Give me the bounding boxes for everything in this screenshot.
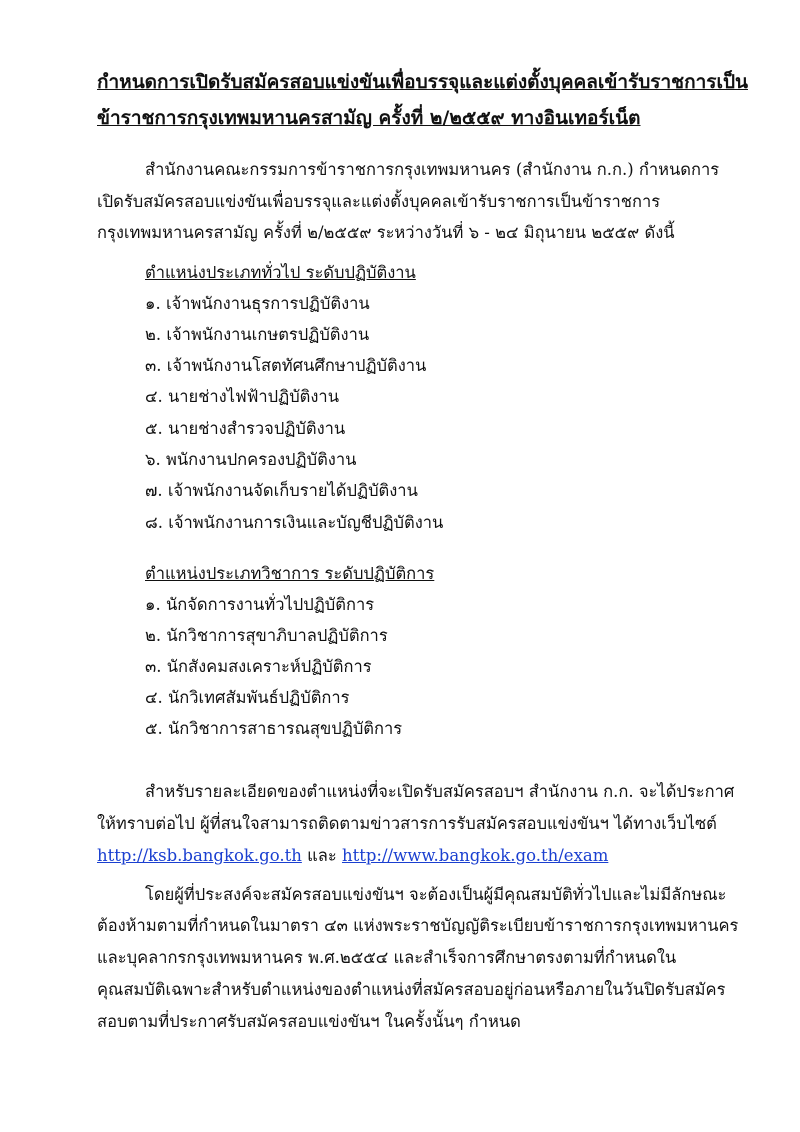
qualification-line-5: สอบตามที่ประกาศรับสมัครสอบแข่งขันฯ ในครั้งนั้นๆ กำหนด (97, 1012, 521, 1031)
bangkok-exam-link[interactable]: http://www.bangkok.go.th/exam (341, 846, 609, 865)
list-item: ๒. เจ้าพนักงานเกษตรปฏิบัติงาน (145, 325, 370, 344)
section-academic-heading: ตำแหน่งประเภทวิชาการ ระดับปฏิบัติการ (145, 564, 435, 583)
intro-line-1: สำนักงานคณะกรรมการข้าราชการกรุงเทพมหานคร (สำนักงาน ก.ก.) กำหนดการ (145, 160, 720, 179)
qualification-line-3: และบุคลากรกรุงเทพมหานคร พ.ศ.๒๕๕๔ และสำเร็จการศึกษาตรงตามที่กำหนดใน (97, 948, 677, 967)
details-links-line (97, 845, 608, 867)
qualification-line-1: โดยผู้ที่ประสงค์จะสมัครสอบแข่งขันฯ จะต้องเป็นผู้มีคุณสมบัติทั่วไปและไม่มีลักษณะ (145, 885, 727, 904)
qualification-line-4: คุณสมบัติเฉพาะสำหรับตำแหน่งของตำแหน่งที่สมัครสอบอยู่ก่อนหรือภายในวันปิดรับสมัคร (97, 980, 726, 999)
list-item: ๘. เจ้าพนักงานการเงินและบัญชีปฏิบัติงาน (145, 513, 444, 532)
details-line-2: ให้ทราบต่อไป ผู้ที่สนใจสามารถติดตามข่าวสารการรับสมัครสอบแข่งขันฯ ได้ทางเว็บไซต์ (97, 814, 717, 833)
list-item: ๕. นักวิชาการสาธารณสุขปฏิบัติการ (145, 719, 403, 738)
list-item: ๕. นายช่างสำรวจปฏิบัติงาน (145, 419, 346, 438)
list-item: ๗. เจ้าพนักงานจัดเก็บรายได้ปฏิบัติงาน (145, 481, 418, 500)
document-title-line-1: กำหนดการเปิดรับสมัครสอบแข่งขันเพื่อบรรจุและแต่งตั้งบุคคลเข้ารับราชการเป็น (97, 71, 748, 93)
and-text: และ (301, 846, 342, 865)
list-item: ๖. พนักงานปกครองปฏิบัติงาน (145, 450, 357, 469)
intro-line-2: เปิดรับสมัครสอบแข่งขันเพื่อบรรจุและแต่งตั้งบุคคลเข้ารับราชการเป็นข้าราชการ (97, 192, 661, 211)
list-item: ๒. นักวิชาการสุขาภิบาลปฏิบัติการ (145, 626, 388, 645)
section-general-heading: ตำแหน่งประเภททั่วไป ระดับปฏิบัติงาน (145, 263, 416, 282)
list-item: ๓. เจ้าพนักงานโสตทัศนศึกษาปฏิบัติงาน (145, 356, 427, 375)
document-title-line-2: ข้าราชการกรุงเทพมหานครสามัญ ครั้งที่ ๒/๒๕๕๙ ทางอินเทอร์เน็ต (97, 107, 641, 129)
qualification-line-2: ต้องห้ามตามที่กำหนดในมาตรา ๔๓ แห่งพระราชบัญญัติระเบียบข้าราชการกรุงเทพมหานคร (97, 916, 739, 935)
list-item: ๑. นักจัดการงานทั่วไปปฏิบัติการ (145, 595, 375, 614)
ksb-website-link[interactable]: http://ksb.bangkok.go.th (97, 846, 302, 865)
list-item: ๔. นักวิเทศสัมพันธ์ปฏิบัติการ (145, 688, 350, 707)
list-item: ๑. เจ้าพนักงานธุรการปฏิบัติงาน (145, 294, 370, 313)
intro-line-3: กรุงเทพมหานครสามัญ ครั้งที่ ๒/๒๕๕๙ ระหว่างวันที่ ๖ - ๒๔ มิถุนายน ๒๕๕๙ ดังนี้ (97, 223, 675, 242)
details-line-1: สำหรับรายละเอียดของตำแหน่งที่จะเปิดรับสมัครสอบฯ สำนักงาน ก.ก. จะได้ประกาศ (145, 782, 735, 801)
list-item: ๔. นายช่างไฟฟ้าปฏิบัติงาน (145, 387, 339, 406)
list-item: ๓. นักสังคมสงเคราะห์ปฏิบัติการ (145, 657, 372, 676)
